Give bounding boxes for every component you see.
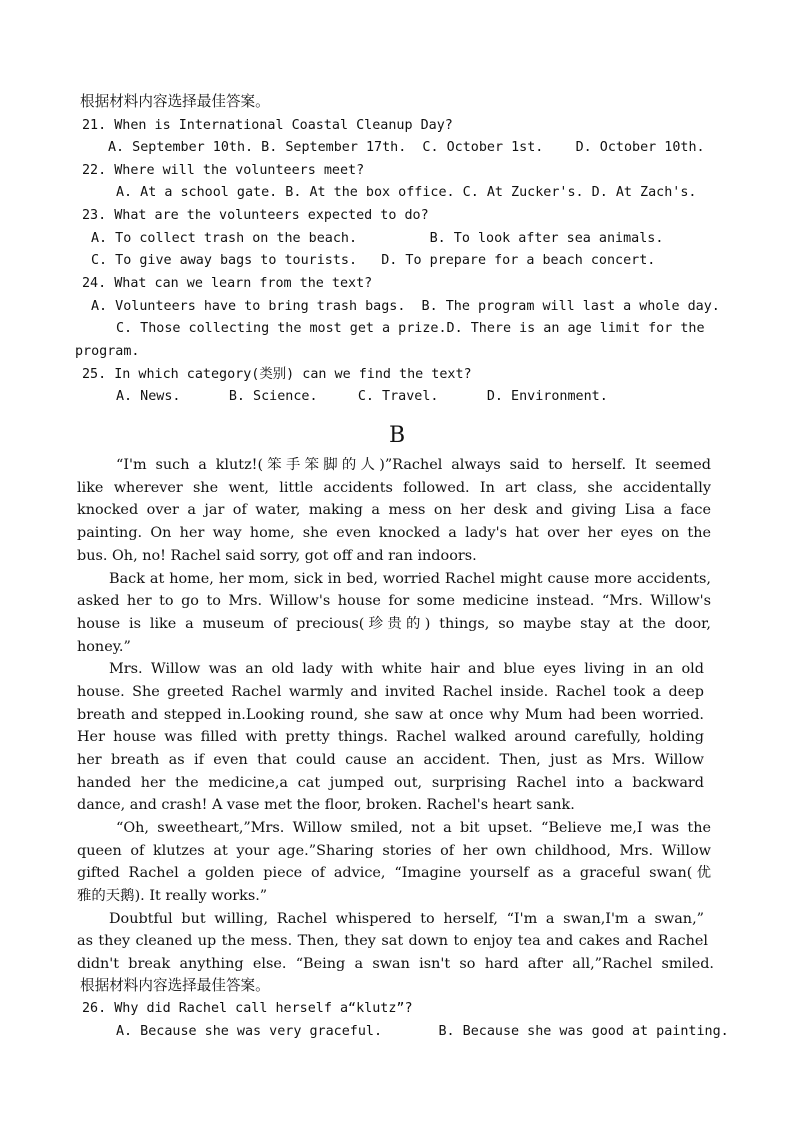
passage-line: Her house was filled with pretty things. Rachel walked around carefully, holding — [77, 729, 704, 745]
passage-line: “I'm such a klutz!(笨手笨脚的人)”Rachel always said to herself. It seemed — [116, 457, 711, 473]
passage-line: “Oh, sweetheart,”Mrs. Willow smiled, not a bit upset. “Believe me,I was the — [116, 820, 711, 836]
passage-line: as they cleaned up the mess. Then, they sat down to enjoy tea and cakes and Rachel — [77, 933, 708, 949]
passage-line: Mrs. Willow was an old lady with white hair and blue eyes living in an old — [109, 661, 704, 677]
question-21-options: A. September 10th. B. September 17th. C. October 1st. D. October 10th. — [108, 140, 705, 155]
question-21-stem: 21. When is International Coastal Cleanup Day? — [82, 118, 453, 133]
section-b-heading: B — [389, 423, 406, 448]
passage-line: knocked over a jar of water, making a mess on her desk and giving Lisa a face — [77, 502, 711, 518]
passage-line: like wherever she went, little accidents followed. In art class, she accidentally — [77, 480, 711, 496]
question-26-stem: 26. Why did Rachel call herself a“klutz”? — [82, 1001, 413, 1016]
passage-line: painting. On her way home, she even knocked a lady's hat over her eyes on the — [77, 525, 711, 541]
instruction-a: 根据材料内容选择最佳答案。 — [80, 93, 270, 110]
question-24-options-1: A. Volunteers have to bring trash bags. B. The program will last a whole day. — [91, 299, 720, 314]
instruction-b: 根据材料内容选择最佳答案。 — [80, 977, 270, 994]
passage-line: Back at home, her mom, sick in bed, worried Rachel might cause more accidents, — [109, 571, 711, 587]
passage-line: gifted Rachel a golden piece of advice, “Imagine yourself as a graceful swan(优 — [77, 865, 711, 881]
question-24-stem: 24. What can we learn from the text? — [82, 276, 373, 291]
passage-line: asked her to go to Mrs. Willow's house for some medicine instead. “Mrs. Willow's — [77, 593, 711, 609]
passage-line: queen of klutzes at your age.”Sharing stories of her own childhood, Mrs. Willow — [77, 843, 711, 859]
question-23-options-1: A. To collect trash on the beach. B. To look after sea animals. — [91, 231, 664, 246]
question-26-options: A. Because she was very graceful. B. Because she was good at painting. — [116, 1024, 729, 1039]
passage-line: honey.” — [77, 639, 131, 655]
passage-line: Doubtful but willing, Rachel whispered to herself, “I'm a swan,I'm a swan,” — [109, 911, 704, 927]
passage-line: house. She greeted Rachel warmly and invited Rachel inside. Rachel took a deep — [77, 684, 704, 700]
question-23-options-2: C. To give away bags to tourists. D. To prepare for a beach concert. — [91, 253, 656, 268]
question-24-options-3: program. — [75, 344, 140, 359]
question-24-options-2: C. Those collecting the most get a prize.D. There is an age limit for the — [116, 321, 705, 336]
passage-line: dance, and crash! A vase met the floor, broken. Rachel's heart sank. — [77, 797, 575, 813]
passage-line: 雅的天鹅). It really works.” — [77, 888, 268, 904]
passage-line: her breath as if even that could cause an accident. Then, just as Mrs. Willow — [77, 752, 704, 768]
passage-line: house is like a museum of precious(珍贵的) things, so maybe stay at the door, — [77, 616, 711, 632]
question-22-stem: 22. Where will the volunteers meet? — [82, 163, 365, 178]
passage-line: didn't break anything else. “Being a swan isn't so hard after all,”Rachel smiled. — [77, 956, 714, 972]
passage-line: handed her the medicine,a cat jumped out, surprising Rachel into a backward — [77, 775, 704, 791]
passage-line: bus. Oh, no! Rachel said sorry, got off and ran indoors. — [77, 548, 477, 564]
question-25-options: A. News. B. Science. C. Travel. D. Environment. — [116, 389, 608, 404]
question-25-stem: 25. In which category(类别) can we find the text? — [82, 367, 472, 382]
question-22-options: A. At a school gate. B. At the box office. C. At Zucker's. D. At Zach's. — [116, 185, 697, 200]
question-23-stem: 23. What are the volunteers expected to do? — [82, 208, 429, 223]
passage-line: breath and stepped in.Looking round, she saw at once why Mum had been worried. — [77, 707, 704, 723]
